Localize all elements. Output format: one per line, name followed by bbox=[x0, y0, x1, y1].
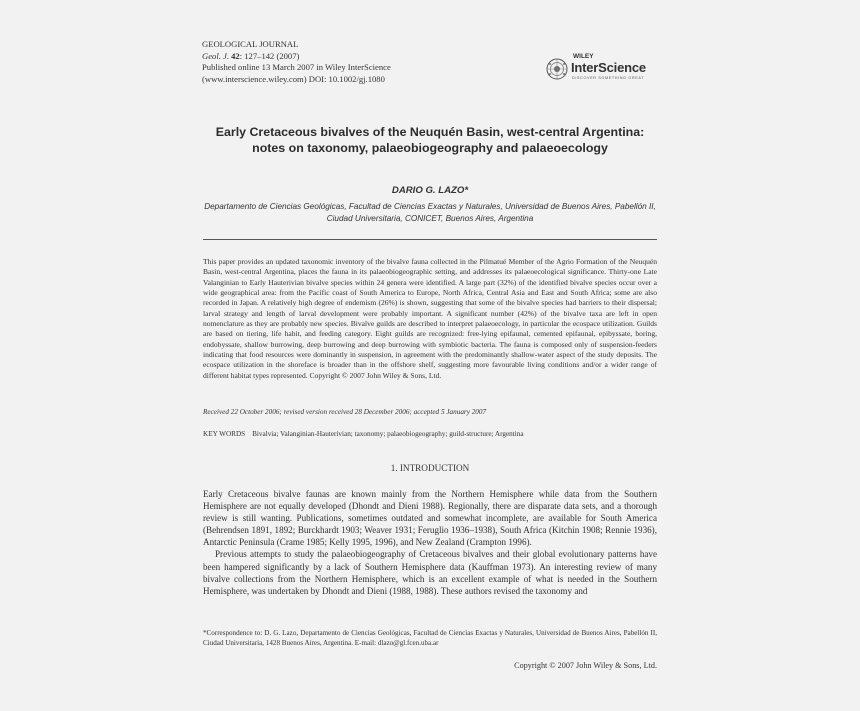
wiley-interscience-logo bbox=[546, 52, 658, 84]
author-name: DARIO G. LAZO* bbox=[391, 185, 469, 196]
journal-header bbox=[202, 39, 391, 85]
journal-name: GEOLOGICAL JOURNAL bbox=[202, 39, 299, 49]
paragraph: Previous attempts to study the palaeobiogeography of Cretaceous bivalves and their global evolutionary patterns have been hampered significantly by a lack of Southern Hemisphere data (Kauffman 1973). An interesting review of many bivalve collections from the Northern Hemisphere, which is an excellent example of what is needed in the Southern Hemisphere, was undertaken by Dhondt and Dieni (1988, 1988). These authors revised the taxonomy and bbox=[203, 549, 657, 596]
received-dates: Received 22 October 2006; revised version received 28 December 2006; accepted 5 January 2007 bbox=[203, 408, 487, 416]
volume-prefix: Geol. J. bbox=[202, 50, 229, 61]
divider bbox=[203, 239, 657, 240]
keywords-label: KEY WORDS bbox=[203, 430, 246, 438]
section-heading: 1. INTRODUCTION bbox=[390, 463, 470, 473]
doi-line: (www.interscience.wiley.com) DOI: 10.1002/gj.1080 bbox=[202, 73, 385, 84]
publisher-name: WILEY bbox=[573, 53, 594, 60]
abstract: This paper provides an updated taxonomic inventory of the bivalve fauna collected in the Pilmatué Member of the Agrio Formation of the Neuquén Basin, west-central Argentina, places the fauna in its palaeobiogeographic setting, and addresses its palaeoecological significance. Thirty-one Late Valanginian to Early Hauterivian bivalve species within 24 genera were identified. A large part (32%) of the identified bivalve species occur over a wide geographical area: from the Pacific coast of South America to Europe, North Africa, Central Asia and East and South Africa; some are also recorded in Japan. A relatively high degree of endemism (26%) is shown, suggesting that some of the bivalve species had barriers to their dispersal; larval strategy and length of larval development were probably important. A significant number (42%) of the bivalve taxa are left in open nomenclature as they are probably new species. Bivalve guilds are described to interpret palaeoecology, in particular the ecospace utilization. Guilds are based on tiering, life habit, and feeding category. Eight guilds are recognized: free-lying epifaunal, cemented epifaunal, epibyssate, boring, endobyssate, shallow burrowing, deep burrowing and deep burrowing with symbiotic bacteria. The fauna is composed only of suspension-feeders indicating that food resources were dominantly in suspension, in agreement with the predominantly shallow-water aspect of the study deposits. The ecospace utilization in the shoreface is broader than in the offshore shelf, suggesting more favourable living conditions and/or a wider range of different habitat types represented. Copyright © 2007 John Wiley & Sons, Ltd. bbox=[203, 257, 657, 380]
keywords-list: Bivalvia; Valanginian-Hauterivian; taxonomy; palaeobiogeography; guild-structure; Argentina bbox=[252, 430, 524, 438]
globe-logo-icon bbox=[546, 58, 568, 80]
copyright-notice: Copyright © 2007 John Wiley & Sons, Ltd. bbox=[514, 661, 657, 670]
paragraph: Early Cretaceous bivalve faunas are known mainly from the Northern Hemisphere while data from the Southern Hemisphere are not equally developed (Dhondt and Dieni 1988). Regionally, there are disparate data sets, and a thorough review is still wanting. Publications, sometimes outdated and somewhat incomplete, are available for South America (Behrendsen 1891, 1892; Burckhardt 1903; Weaver 1931; Feruglio 1936–1938), South Africa (Kitchin 1908; Rennie 1936), Antarctic Peninsula (Crame 1985; Kelly 1995, 1996), and New Zealand (Crampton 1996). bbox=[203, 489, 657, 548]
body-text bbox=[203, 488, 657, 597]
correspondence-footnote: *Correspondence to: D. G. Lazo, Departamento de Ciencias Geológicas, Facultad de Ciencias Exactas y Naturales, Universidad de Buenos Aires, Pabellón II, Ciudad Universitaria, 1428 Buenos Aires, Argentina. E-mail: dlazo@gl.fcen.uba.ar bbox=[203, 629, 657, 647]
page-range: : 127–142 (2007) bbox=[239, 50, 300, 61]
keywords bbox=[203, 430, 657, 438]
volume-number: 42 bbox=[231, 50, 240, 61]
citation-line bbox=[202, 51, 391, 63]
article-title: Early Cretaceous bivalves of the Neuquén Basin, west-central Argentina: notes on taxonomy, palaeobiogeography and palaeoecology bbox=[215, 125, 645, 155]
published-line: Published online 13 March 2007 in Wiley InterScience bbox=[202, 62, 391, 73]
brand-tagline: DISCOVER SOMETHING GREAT bbox=[572, 76, 645, 80]
author-affiliation: Departamento de Ciencias Geológicas, Facultad de Ciencias Exactas y Naturales, Universidad de Buenos Aires, Pabellón II, Ciudad Universitaria, CONICET, Buenos Aires, Argentina bbox=[204, 202, 656, 223]
brand-name: InterScience bbox=[571, 60, 646, 75]
